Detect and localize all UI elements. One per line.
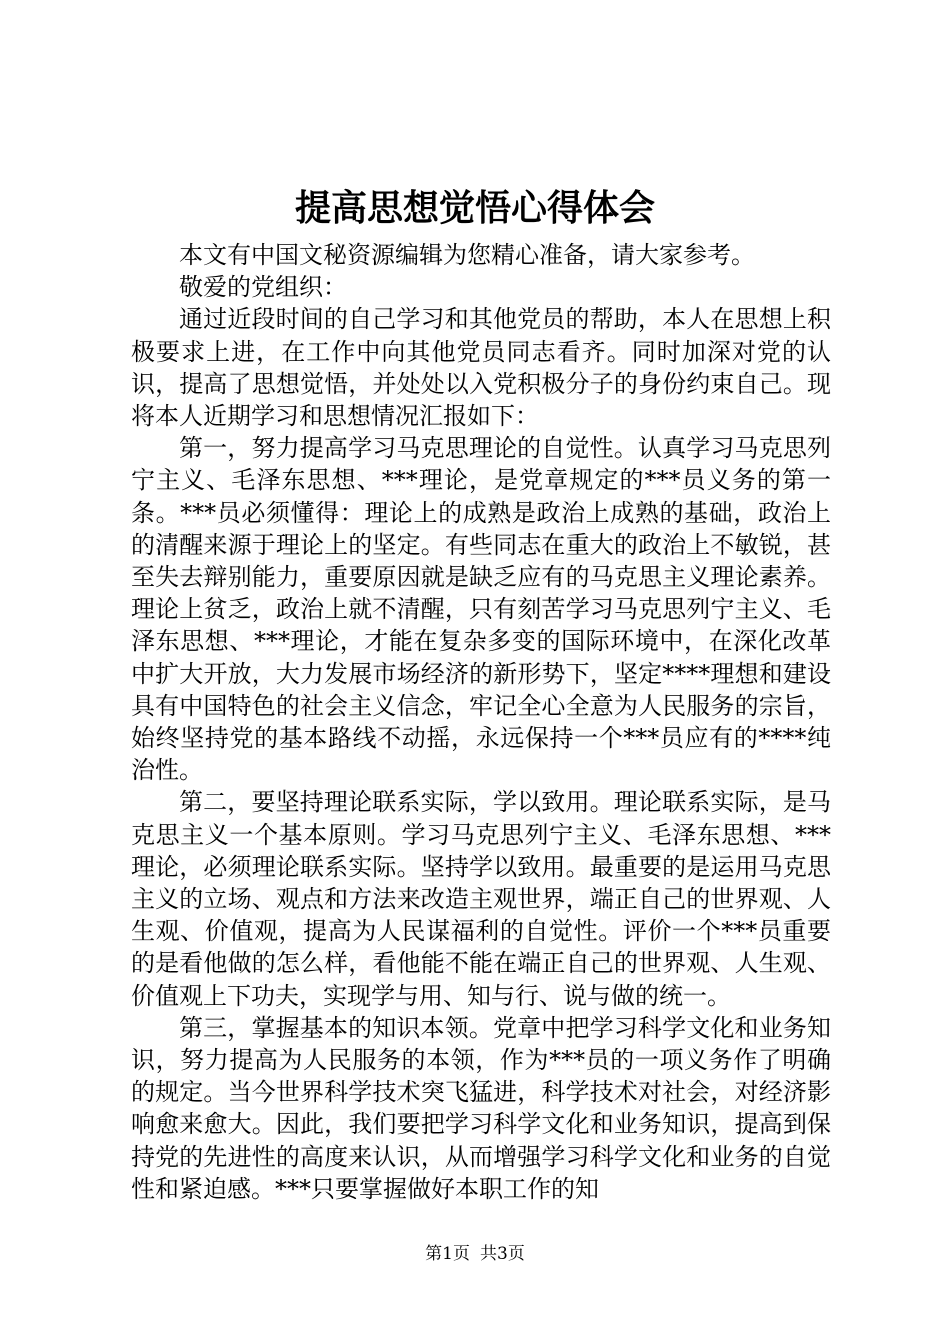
body-paragraph: 第三，掌握基本的知识本领。党章中把学习科学文化和业务知识，努力提高为人民服务的本领，作为***员的一项义务作了明确的规定。当今世界科学技术突飞猛进，科学技术对社会，对经济影响愈来愈大。因此，我们要把学习科学文化和业务知识，提高到保持党的先进性的高度来认识，从而增强学习科学文化和业务的自觉性和紧迫感。***只要掌握做好本职工作的知 [131,1013,831,1203]
body-paragraph: 第二，要坚持理论联系实际，学以致用。理论联系实际，是马克思主义一个基本原则。学习马克思列宁主义、毛泽东思想、***理论，必须理论联系实际。坚持学以致用。最重要的是运用马克思主义的立场、观点和方法来改造主观世界，端正自己的世界观、人生观、价值观，提高为人民谋福利的自觉性。评价一个***员重要的是看他做的怎么样，看他能不能在端正自己的世界观、人生观、价值观上下功夫，实现学与用、知与行、说与做的统一。 [131,788,831,1010]
page-total: 共3页 [480,1244,525,1264]
page-footer [0,1243,950,1265]
document-title: 提高思想觉悟心得体会 [294,187,655,229]
body-paragraph: 通过近段时间的自己学习和其他党员的帮助，本人在思想上积极要求上进，在工作中向其他党员同志看齐。同时加深对党的认识，提高了思想觉悟，并处处以入党积极分子的身份约束自己。现将本人近期学习和思想情况汇报如下： [131,305,831,431]
document-body [131,239,831,1205]
body-paragraph: 第一，努力提高学习马克思理论的自觉性。认真学习马克思列宁主义、毛泽东思想、***理论，是党章规定的***员义务的第一条。***员必须懂得：理论上的成熟是政治上成熟的基础，政治上的清醒来源于理论上的坚定。有些同志在重大的政治上不敏锐，甚至失去辩别能力，重要原因就是缺乏应有的马克思主义理论素养。理论上贫乏，政治上就不清醒，只有刻苦学习马克思列宁主义、毛泽东思想、***理论，才能在复杂多变的国际环境中，在深化改革中扩大开放，大力发展市场经济的新形势下，坚定****理想和建设具有中国特色的社会主义信念，牢记全心全意为人民服务的宗旨，始终坚持党的基本路线不动摇，永远保持一个***员应有的****纯治性。 [131,434,831,785]
salutation: 敬爱的党组织： [179,273,347,302]
page-number: 第1页 [425,1244,470,1264]
intro-note: 本文有中国文秘资源编辑为您精心准备，请大家参考。 [179,241,755,269]
